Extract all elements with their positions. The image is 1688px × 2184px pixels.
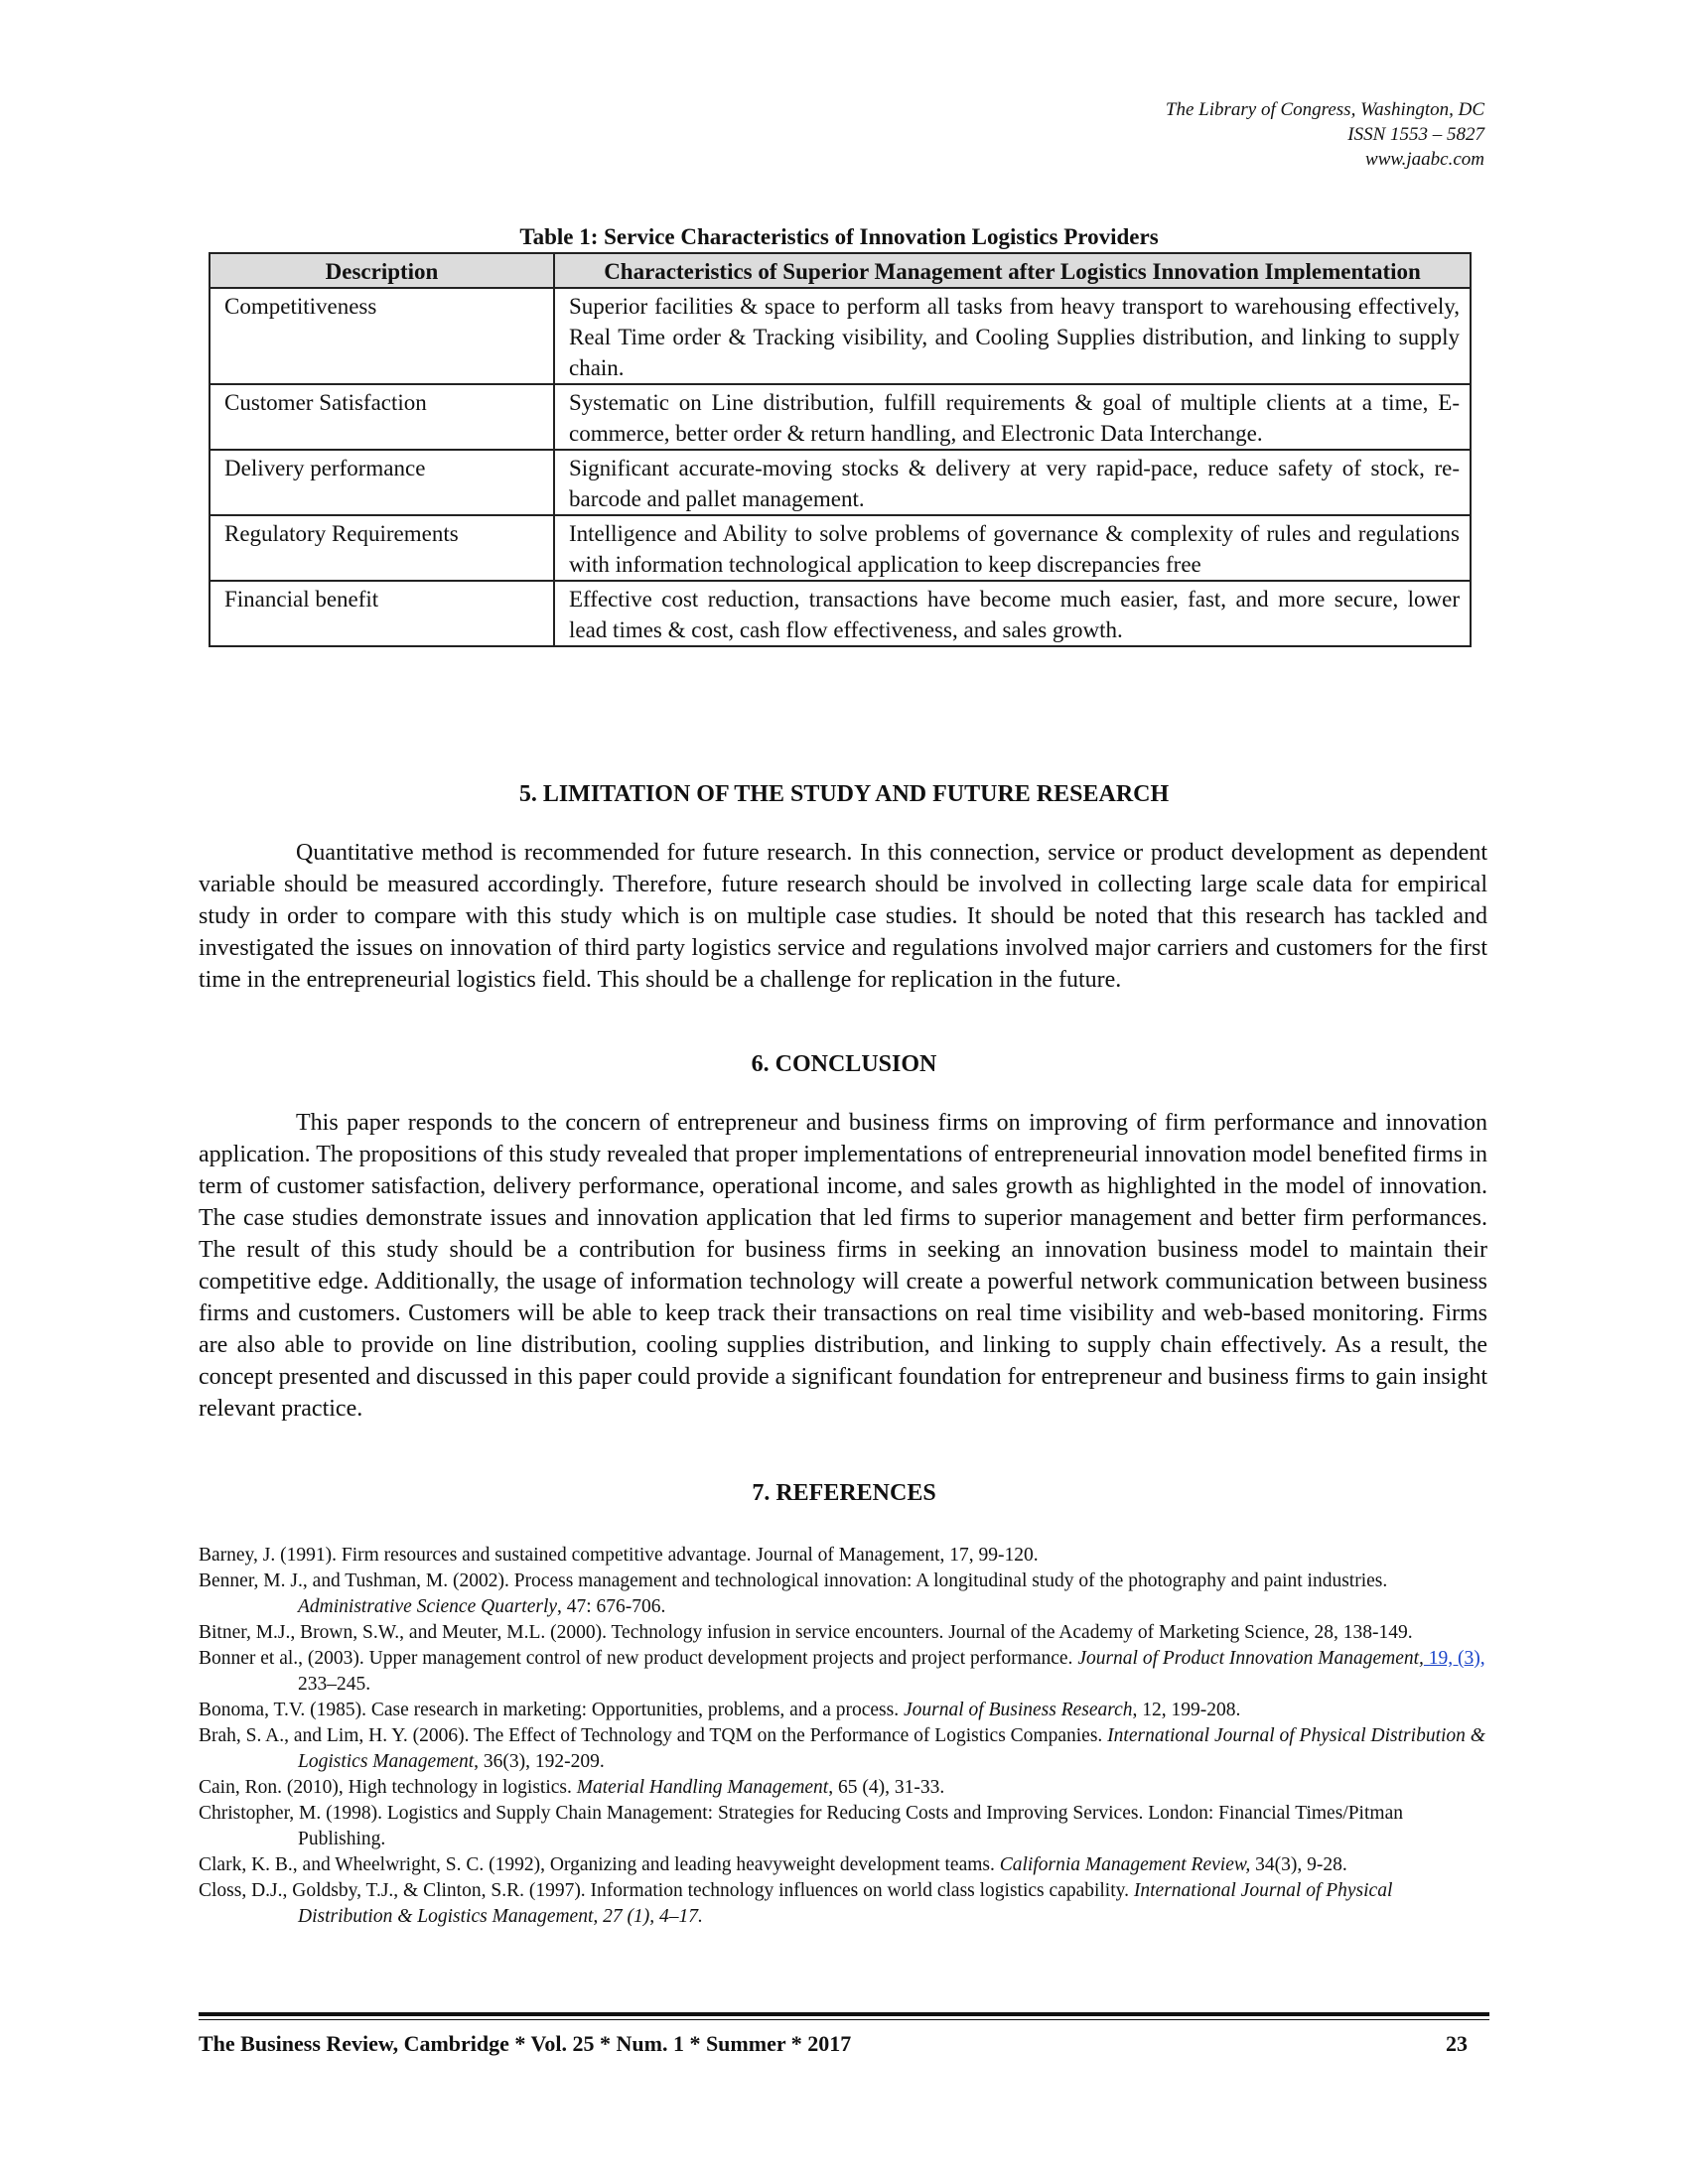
reference-details: , 36(3), 192-209. xyxy=(474,1751,605,1772)
reference-item xyxy=(199,1801,1489,1852)
footer-journal-info: The Business Review, Cambridge * Vol. 25 * Num. 1 * Summer * 2017 xyxy=(199,2031,852,2056)
table-header-description: Description xyxy=(210,253,554,288)
reference-item xyxy=(199,1878,1489,1930)
table-cell-characteristics: Effective cost reduction, transactions have become much easier, fast, and more secure, lower lead times & cost, cash flow effectiveness, and sales growth. xyxy=(554,581,1471,646)
footer-rule-thin xyxy=(199,2019,1489,2020)
reference-item xyxy=(199,1698,1489,1723)
header-website: www.jaabc.com xyxy=(1365,149,1484,170)
section-heading-limitations: 5. LIMITATION OF THE STUDY AND FUTURE RESEARCH xyxy=(518,781,1170,807)
section-heading-references: 7. REFERENCES xyxy=(752,1480,936,1506)
reference-item xyxy=(199,1620,1489,1646)
reference-journal: Journal of Product Innovation Management, xyxy=(1077,1648,1424,1669)
service-characteristics-table xyxy=(209,252,1472,647)
reference-journal: Journal of Business Research xyxy=(903,1700,1133,1720)
footer-rule-thick xyxy=(199,2012,1489,2016)
reference-journal: Administrative Science Quarterly xyxy=(298,1596,558,1617)
reference-item xyxy=(199,1723,1489,1775)
reference-text: Brah, S. A., and Lim, H. Y. (2006). The Effect of Technology and TQM on the Performance of Logistics Companies. xyxy=(199,1725,1108,1746)
reference-journal: Material Handling Management xyxy=(576,1777,829,1798)
table-cell-characteristics: Systematic on Line distribution, fulfill requirements & goal of multiple clients at a time, E-commerce, better order & return handling, and Electronic Data Interchange. xyxy=(554,384,1471,450)
reference-journal: International Journal of Physical Distribution & Logistics Management, 27 (1), 4–17. xyxy=(298,1880,1393,1927)
table-row xyxy=(210,581,1471,646)
header-issn: ISSN 1553 – 5827 xyxy=(1347,124,1484,145)
reference-journal: International Journal of Physical Distribution & Logistics Management xyxy=(298,1725,1485,1772)
reference-details: , 12, 199-208. xyxy=(1132,1700,1241,1720)
reference-item xyxy=(199,1569,1489,1620)
reference-list xyxy=(199,1543,1489,1930)
table-header-characteristics: Characteristics of Superior Management after Logistics Innovation Implementation xyxy=(554,253,1471,288)
page-header xyxy=(1166,97,1484,172)
table-row xyxy=(210,384,1471,450)
reference-item xyxy=(199,1543,1489,1569)
table-cell-characteristics: Superior facilities & space to perform all tasks from heavy transport to warehousing effectively, Real Time order & Tracking visibility, and Cooling Supplies distribution, and linking to supply chain. xyxy=(554,288,1471,384)
table-cell-description: Competitiveness xyxy=(210,288,554,384)
reference-text: Cain, Ron. (2010), High technology in logistics. xyxy=(199,1777,577,1798)
reference-item xyxy=(199,1852,1489,1878)
reference-text: Bonoma, T.V. (1985). Case research in marketing: Opportunities, problems, and a process. xyxy=(199,1700,904,1720)
table-row xyxy=(210,450,1471,515)
section-heading-conclusion: 6. CONCLUSION xyxy=(751,1051,937,1077)
reference-text: Clark, K. B., and Wheelwright, S. C. (1992), Organizing and leading heavyweight development teams. xyxy=(199,1854,1000,1875)
reference-details: 34(3), 9-28. xyxy=(1250,1854,1347,1875)
header-library: The Library of Congress, Washington, DC xyxy=(1165,99,1484,120)
reference-text: Barney, J. (1991). Firm resources and sustained competitive advantage. Journal of Management, 17, 99-120. xyxy=(199,1545,1039,1566)
reference-details: 233–245. xyxy=(298,1674,371,1695)
reference-text: Bitner, M.J., Brown, S.W., and Meuter, M.L. (2000). Technology infusion in service encounters. Journal of the Academy of Marketing Science, 28, 138-149. xyxy=(199,1622,1413,1643)
reference-text: Benner, M. J., and Tushman, M. (2002). Process management and technological innovation: A longitudinal study of the photography and paint industries. xyxy=(199,1570,1388,1591)
reference-details: , 47: 676-706. xyxy=(557,1596,666,1617)
table-row xyxy=(210,288,1471,384)
page-number: 23 xyxy=(1446,2031,1468,2056)
reference-details: , 65 (4), 31-33. xyxy=(828,1777,945,1798)
table-row xyxy=(210,515,1471,581)
reference-item xyxy=(199,1646,1489,1698)
table-cell-characteristics: Significant accurate-moving stocks & delivery at very rapid-pace, reduce safety of stock, re-barcode and pallet management. xyxy=(554,450,1471,515)
section-paragraph-limitations: Quantitative method is recommended for future research. In this connection, service or product development as dependent variable should be measured accordingly. Therefore, future research should be involved in collecting large scale data for empirical study in order to compare with this study which is on multiple case studies. It should be noted that this research has tackled and investigated the issues on innovation of third party logistics service and regulations involved major carriers and customers for the first time in the entrepreneurial logistics field. This should be a challenge for replication in the future. xyxy=(199,840,1487,993)
table-cell-description: Regulatory Requirements xyxy=(210,515,554,581)
table-cell-description: Delivery performance xyxy=(210,450,554,515)
table-title: Table 1: Service Characteristics of Innovation Logistics Providers xyxy=(519,224,1159,249)
reference-journal: California Management Review, xyxy=(999,1854,1251,1875)
reference-item xyxy=(199,1775,1489,1801)
section-paragraph-conclusion: This paper responds to the concern of entrepreneur and business firms on improving of firm performance and innovation application. The propositions of this study revealed that proper implementations of entrepreneurial innovation model benefited firms in term of customer satisfaction, delivery performance, operational income, and sales growth as highlighted in the model of innovation. The case studies demonstrate issues and innovation application that led firms to superior management and better firm performances. The result of this study should be a contribution for business firms in seeking an innovation business model to maintain their competitive edge. Additionally, the usage of information technology will create a powerful network communication between business firms and customers. Customers will be able to keep track their transactions on real time visibility and web-based monitoring. Firms are also able to provide on line distribution, cooling supplies distribution, and linking to supply chain effectively. As a result, the concept presented and discussed in this paper could provide a significant foundation for entrepreneur and business firms to gain insight relevant practice. xyxy=(199,1110,1487,1422)
reference-text: Bonner et al., (2003). Upper management control of new product development projects and project performance. xyxy=(199,1648,1078,1669)
table-cell-description: Customer Satisfaction xyxy=(210,384,554,450)
reference-text: Closs, D.J., Goldsby, T.J., & Clinton, S.R. (1997). Information technology influences on world class logistics capability. xyxy=(199,1880,1134,1901)
table-cell-description: Financial benefit xyxy=(210,581,554,646)
reference-text: Christopher, M. (1998). Logistics and Supply Chain Management: Strategies for Reducing Costs and Improving Services. London: Financial Times/Pitman Publishing. xyxy=(199,1803,1403,1849)
table-header-row xyxy=(210,253,1471,288)
table-cell-characteristics: Intelligence and Ability to solve problems of governance & complexity of rules and regulations with information technological application to keep discrepancies free xyxy=(554,515,1471,581)
reference-volume-link[interactable]: 19, (3), xyxy=(1423,1648,1485,1669)
